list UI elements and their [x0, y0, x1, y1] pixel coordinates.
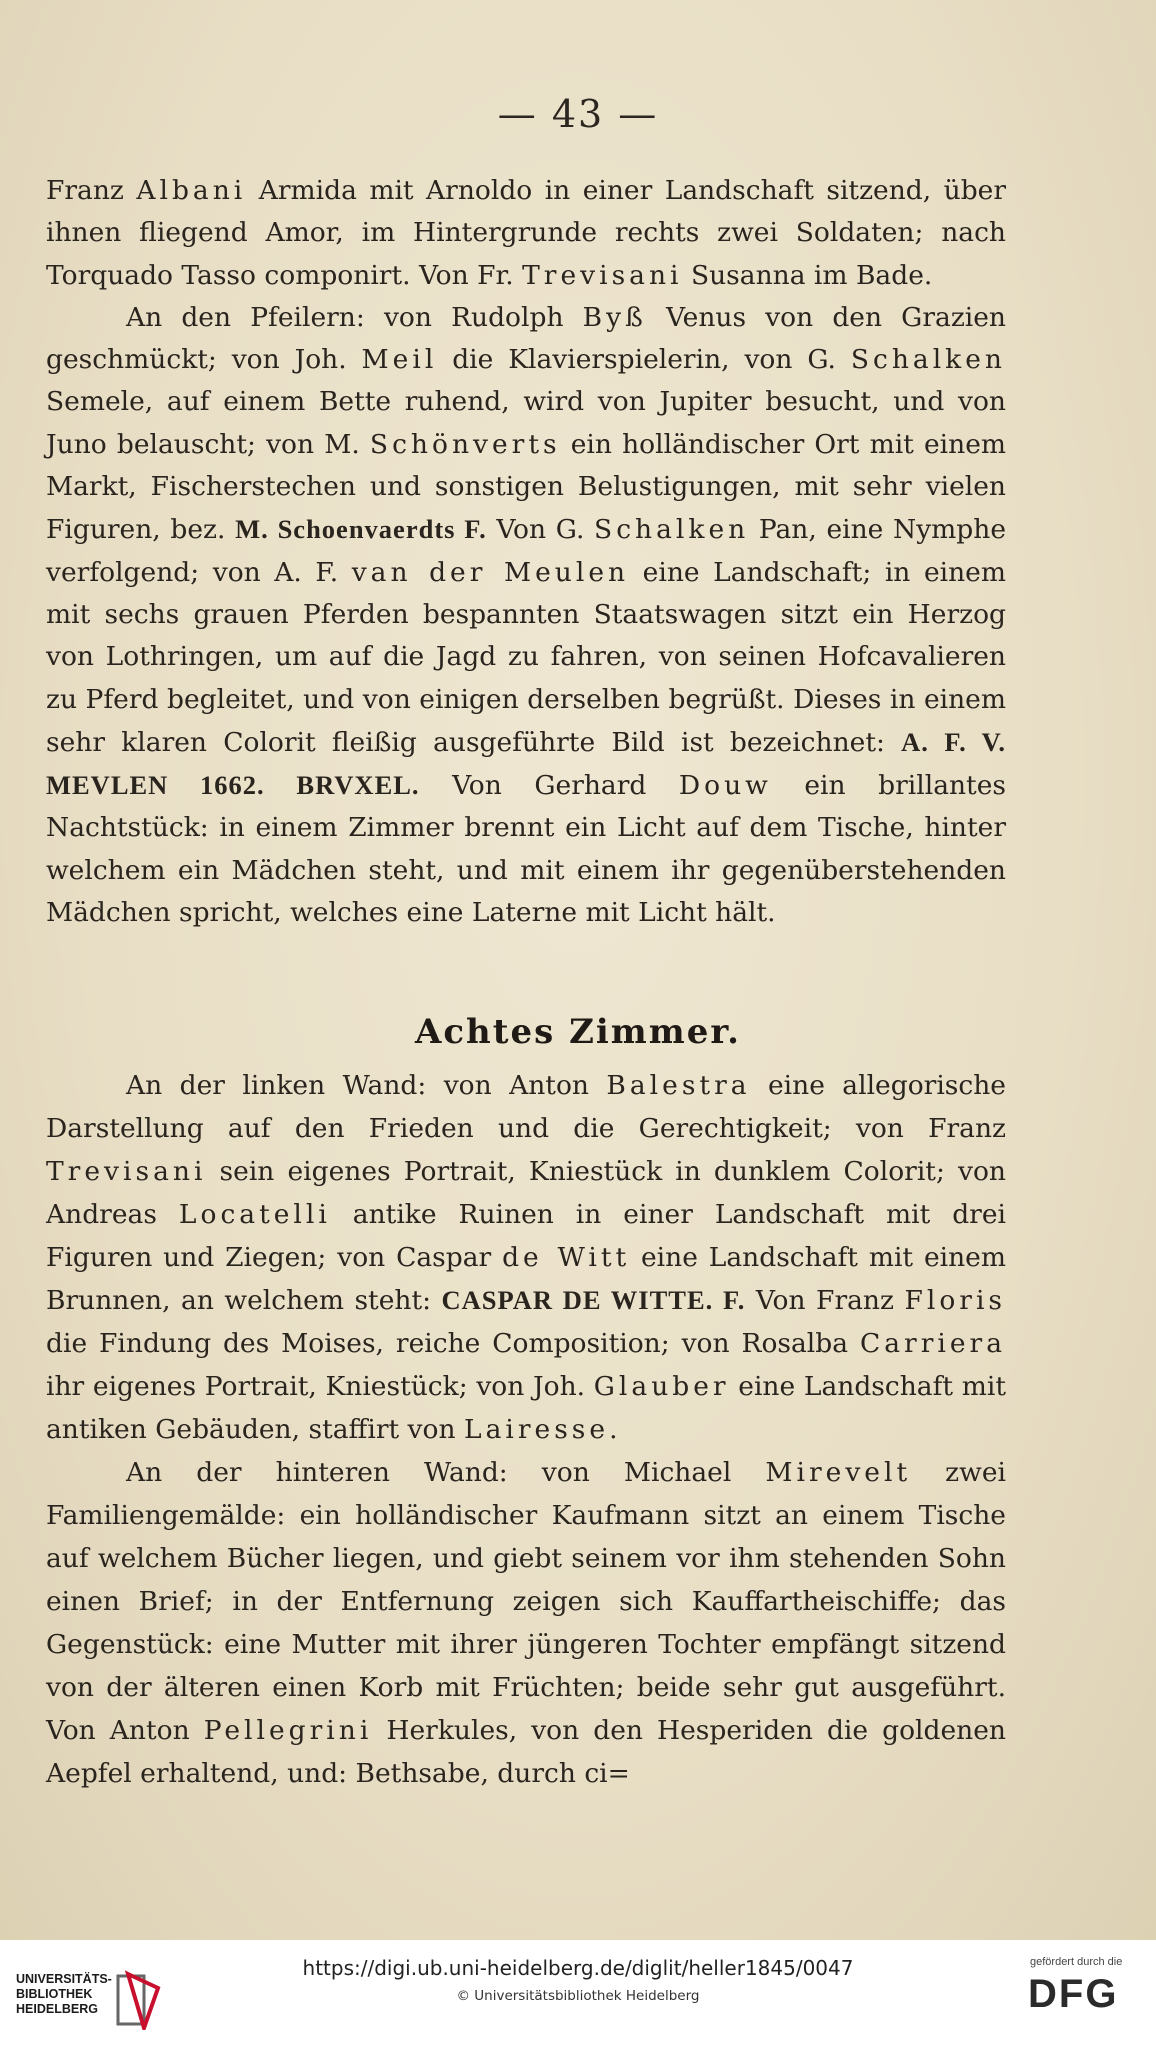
- artist-name: Trevisani: [522, 259, 683, 291]
- artist-name: Trevisani: [46, 1156, 207, 1187]
- artist-name: Schönverts: [369, 428, 561, 460]
- library-name: UNIVERSITÄTS- BIBLIOTHEK HEIDELBERG: [16, 1972, 112, 2016]
- artist-name: Carriera: [859, 1328, 1006, 1359]
- signature-inscription: A. F. V. MEVLEN 1662. BRVXEL.: [46, 726, 1006, 801]
- artist-name: van der Meulen: [351, 556, 630, 588]
- artist-name: Balestra: [606, 1070, 751, 1101]
- artist-name: Albani: [136, 175, 247, 206]
- page-number: — 43 —: [497, 92, 659, 136]
- artist-name: Locatelli: [178, 1199, 331, 1230]
- artist-name: Byß: [582, 301, 647, 333]
- dfg-logo[interactable]: DFG: [1028, 1972, 1119, 2016]
- section-heading: Achtes Zimmer.: [414, 1012, 742, 1052]
- artist-name: Floris: [904, 1285, 1007, 1316]
- artist-name: Pellegrini: [203, 1715, 373, 1746]
- signature-inscription: M. Schoenvaerdts F.: [235, 514, 487, 545]
- artist-name: Schalken: [594, 514, 750, 546]
- artist-name: Schalken: [850, 344, 1006, 376]
- paragraph-block-1: [46, 170, 1006, 934]
- artist-name: Mirevelt: [765, 1457, 912, 1488]
- artist-name: de Witt: [502, 1242, 631, 1273]
- paragraph-2: An den Pfeilern: von Rudolph Byß Venus von den Grazien geschmückt; von Joh. Meil die Klavierspielerin, von G. Schalken Semele, auf einem Bette ruhend, wird von Jupiter besucht, und von Juno belauscht; von M. Schönverts ein holländischer Ort mit einem Markt, Fischerstechen und sonstigen Belustigungen, mit sehr vielen Figuren, bez. M. Schoenvaerdts F. Von G. Schalken Pan, eine Nymphe verfolgend; von A. F. van der Meulen eine Landschaft; in einem mit sechs grauen Pferden bespannten Staatswagen sitzt ein Herzog von Lothringen, um auf die Jagd zu fahren, von seinen Hofcavalieren zu Pferd begleitet, und von einigen derselben begrüßt. Dieses in einem sehr klaren Colorit fleißig ausgeführte Bild ist bezeichnet: A. F. V. MEVLEN 1662. BRVXEL. Von Gerhard Douw ein brillantes Nachtstück: in einem Zimmer brennt ein Licht auf dem Tische, hinter welchem ein Mädchen steht, und mit einem ihr gegenüberstehenden Mädchen spricht, welches eine Laterne mit Licht hält.: [46, 301, 1007, 929]
- signature-inscription: CASPAR DE WITTE. F.: [441, 1285, 746, 1315]
- artist-name: Glauber: [593, 1371, 730, 1402]
- permalink-url[interactable]: https://digi.ub.uni-heidelberg.de/diglit/heller1845/0047: [302, 1956, 854, 1980]
- copyright-notice: © Universitätsbibliothek Heidelberg: [456, 1988, 700, 2004]
- artist-name: Lairesse: [463, 1414, 610, 1445]
- paragraph-block-2: [46, 1064, 1006, 1795]
- artist-name: Douw: [678, 770, 772, 802]
- funder-caption: gefördert durch die: [1030, 1956, 1123, 1968]
- paragraph-4: An der hinteren Wand: von Michael Mirevelt zwei Familiengemälde: ein holländischer Kaufmann sitzt an einem Tische auf welchem Bücher liegen, und giebt seinem vor ihm stehenden Sohn einen Brief; in der Entfernung zeigen sich Kauffartheischiffe; das Gegenstück: eine Mutter mit ihrer jüngeren Tochter empfängt sitzend von der älteren einen Korb mit Früchten; beide sehr gut ausgeführt. Von Anton Pellegrini Herkules, von den Hesperiden die goldenen Aepfel erhaltend, und: Bethsabe, durch ci=: [46, 1457, 1006, 1789]
- artist-name: Meil: [361, 344, 438, 376]
- paragraph-3: An der linken Wand: von Anton Balestra eine allegorische Darstellung auf den Frieden und die Gerechtigkeit; von Franz Trevisani sein eigenes Portrait, Kniestück in dunklem Colorit; von Andreas Locatelli antike Ruinen in einer Landschaft mit drei Figuren und Ziegen; von Caspar de Witt eine Landschaft mit einem Brunnen, an welchem steht: CASPAR DE WITTE. F. Von Franz Floris die Findung des Moises, reiche Composition; von Rosalba Carriera ihr eigenes Portrait, Kniestück; von Joh. Glauber eine Landschaft mit antiken Gebäuden, staffirt von Lairesse.: [46, 1070, 1007, 1445]
- paragraph-1: Franz Albani Armida mit Arnoldo in einer Landschaft sitzend, über ihnen fliegend Amor, im Hintergrunde rechts zwei Soldaten; nach Torquado Tasso componirt. Von Fr. Trevisani Susanna im Bade.: [46, 175, 1007, 291]
